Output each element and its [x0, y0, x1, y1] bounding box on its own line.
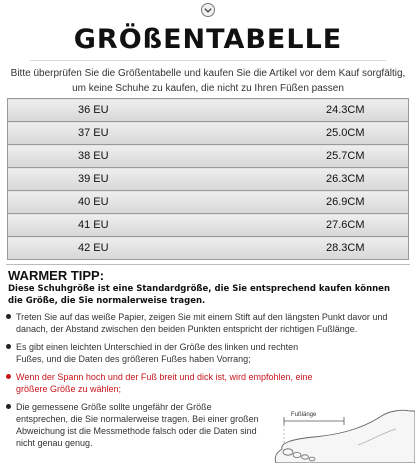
intro-text	[6, 66, 410, 96]
table-row	[8, 99, 409, 122]
tip-line: entsprechen, die Sie normalerweise tragen. Bei einer großen	[16, 414, 259, 424]
eu-size-cell: 39 EU	[8, 168, 277, 191]
tip-item	[6, 401, 274, 449]
eu-size-cell: 37 EU	[8, 122, 277, 145]
table-row	[8, 145, 409, 168]
cm-length-cell: 25.7CM	[276, 145, 409, 168]
tip-item-warning	[6, 371, 401, 395]
title-divider	[30, 60, 386, 61]
tip-line: Die gemessene Größe sollte ungefähr der Größe	[16, 402, 212, 412]
bullet-icon	[6, 314, 11, 319]
size-table	[7, 98, 409, 260]
tip-line: größere Größe zu wählen;	[16, 384, 122, 394]
tip-lead	[8, 283, 408, 307]
tip-line: danach, der Abstand zwischen den beiden Punkten entspricht der richtigen Fußlänge.	[16, 324, 358, 334]
table-row	[8, 214, 409, 237]
cm-length-cell: 27.6CM	[276, 214, 409, 237]
tip-item	[6, 341, 401, 365]
eu-size-cell: 42 EU	[8, 237, 277, 260]
intro-line: um keine Schuhe zu kaufen, die nicht zu Ihren Füßen passen	[72, 83, 344, 94]
cm-length-cell: 24.3CM	[276, 99, 409, 122]
bullet-icon	[6, 374, 11, 379]
tip-title: WARMER TIPP:	[8, 268, 105, 283]
eu-size-cell: 36 EU	[8, 99, 277, 122]
bullet-icon	[6, 344, 11, 349]
foot-measure-icon	[270, 405, 415, 463]
tip-item	[6, 311, 401, 335]
tip-line: nicht genau genug.	[16, 438, 93, 448]
tip-lead-line: Diese Schuhgröße ist eine Standardgröße, die Sie entsprechend kaufen können	[8, 284, 390, 294]
eu-size-cell: 41 EU	[8, 214, 277, 237]
eu-size-cell: 40 EU	[8, 191, 277, 214]
cm-length-cell: 26.3CM	[276, 168, 409, 191]
cm-length-cell: 26.9CM	[276, 191, 409, 214]
tip-line: Treten Sie auf das weiße Papier, zeigen Sie mit einem Stift auf den längsten Punkt davor und	[16, 312, 388, 322]
bullet-icon	[6, 404, 11, 409]
tip-line: Wenn der Spann hoch und der Fuß breit und dick ist, wird empfohlen, eine	[16, 372, 313, 382]
tip-line: Es gibt einen leichten Unterschied in der Größe des linken und rechten	[16, 342, 299, 352]
table-row	[8, 122, 409, 145]
table-row	[8, 191, 409, 214]
eu-size-cell: 38 EU	[8, 145, 277, 168]
table-row	[8, 237, 409, 260]
tip-lead-line: die Größe, die Sie normalerweise tragen.	[8, 296, 206, 306]
tip-line: Fußes, und die Daten des größeren Fußes haben Vorrang;	[16, 354, 251, 364]
page-title: GRÖßENTABELLE	[73, 24, 343, 55]
tip-divider	[6, 264, 410, 265]
foot-length-label: Fußlänge	[291, 412, 317, 418]
cm-length-cell: 25.0CM	[276, 122, 409, 145]
intro-line: Bitte überprüfen Sie die Größentabelle und kaufen Sie die Artikel vor dem Kauf sorgfältig,	[10, 68, 406, 79]
chevron-down-circle-icon	[200, 2, 216, 18]
table-row	[8, 168, 409, 191]
tip-line: Abweichung ist die Messmethode falsch oder die Daten sind	[16, 426, 257, 436]
cm-length-cell: 28.3CM	[276, 237, 409, 260]
